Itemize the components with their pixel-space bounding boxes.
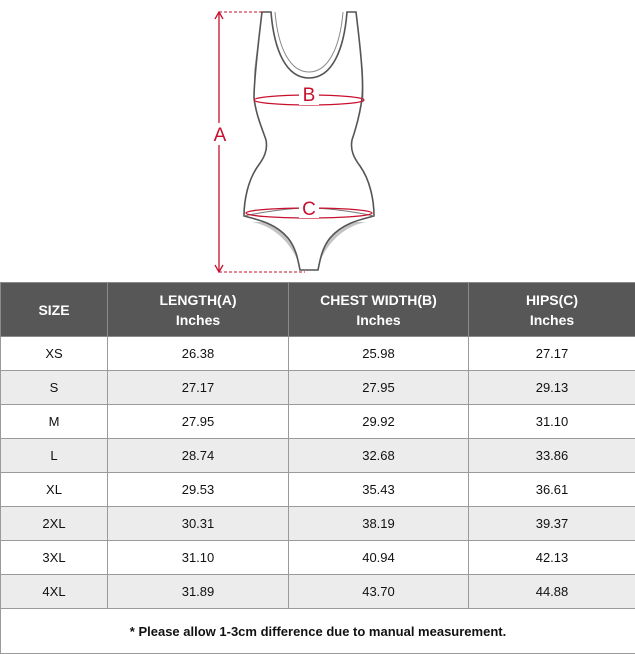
length-cell: 28.74 — [108, 439, 289, 473]
measurement-note: * Please allow 1-3cm difference due to manual measurement. — [1, 609, 635, 654]
size-cell: 2XL — [1, 507, 108, 541]
chest-cell: 32.68 — [289, 439, 469, 473]
table-row — [1, 405, 635, 439]
hips-cell: 27.17 — [469, 337, 635, 371]
hips-cell: 31.10 — [469, 405, 635, 439]
size-cell: S — [1, 371, 108, 405]
table-row — [1, 473, 635, 507]
table-row — [1, 541, 635, 575]
length-cell: 31.10 — [108, 541, 289, 575]
header-hips: HIPS(C) Inches — [469, 283, 635, 337]
hips-cell: 29.13 — [469, 371, 635, 405]
length-cell: 30.31 — [108, 507, 289, 541]
length-cell: 27.95 — [108, 405, 289, 439]
size-cell: 4XL — [1, 575, 108, 609]
length-cell: 27.17 — [108, 371, 289, 405]
hips-cell: 36.61 — [469, 473, 635, 507]
chest-cell: 29.92 — [289, 405, 469, 439]
chest-cell: 43.70 — [289, 575, 469, 609]
table-row — [1, 439, 635, 473]
length-cell: 31.89 — [108, 575, 289, 609]
hips-cell: 33.86 — [469, 439, 635, 473]
length-cell: 29.53 — [108, 473, 289, 507]
hips-cell: 39.37 — [469, 507, 635, 541]
chest-cell: 38.19 — [289, 507, 469, 541]
size-cell: 3XL — [1, 541, 108, 575]
hips-label-c: C — [302, 199, 316, 220]
table-row — [1, 507, 635, 541]
header-length: LENGTH(A) Inches — [108, 283, 289, 337]
hips-cell: 42.13 — [469, 541, 635, 575]
swimsuit-outline — [244, 12, 374, 270]
size-cell: L — [1, 439, 108, 473]
chest-cell: 27.95 — [289, 371, 469, 405]
table-row — [1, 337, 635, 371]
chest-label-b: B — [302, 85, 316, 106]
table-header-row — [1, 283, 635, 337]
size-cell: M — [1, 405, 108, 439]
header-size: SIZE — [1, 283, 108, 337]
header-chest-width: CHEST WIDTH(B) Inches — [289, 283, 469, 337]
hips-cell: 44.88 — [469, 575, 635, 609]
table-row — [1, 575, 635, 609]
chest-cell: 25.98 — [289, 337, 469, 371]
table-row — [1, 371, 635, 405]
size-cell: XS — [1, 337, 108, 371]
length-label-a: A — [213, 125, 227, 146]
chest-cell: 40.94 — [289, 541, 469, 575]
length-cell: 26.38 — [108, 337, 289, 371]
chest-cell: 35.43 — [289, 473, 469, 507]
swimsuit-measurement-diagram — [0, 0, 635, 282]
size-chart-table — [0, 282, 635, 654]
note-row — [1, 609, 635, 654]
size-cell: XL — [1, 473, 108, 507]
